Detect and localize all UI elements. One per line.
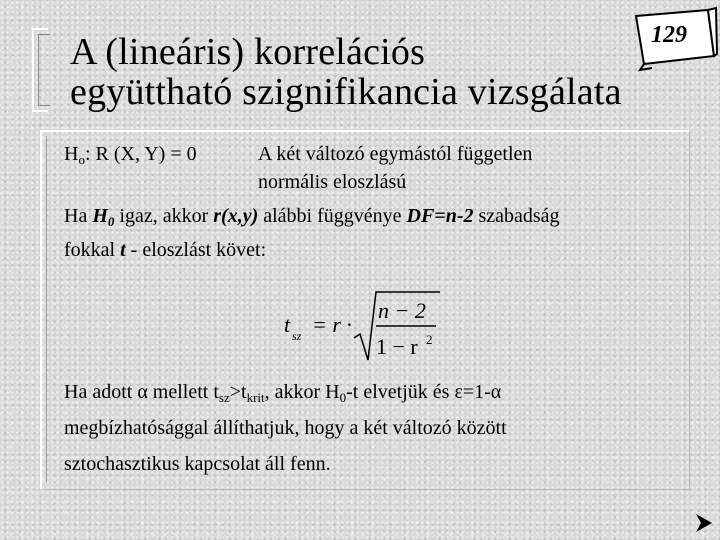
null-hypothesis: $H_o$: R (X, Y) = 0 <box>64 143 197 167</box>
conclusion-line-3: sztochasztikus kapcsolat áll fenn. <box>64 453 331 475</box>
formula-numerator: n − 2 <box>378 298 426 323</box>
conclusion-line-1: Ha adott α mellett $t_{sz}>t_{krit}$, akkor $H_0-t$ elvetjük és ε=1-α <box>64 381 502 405</box>
title-frame-left-inner <box>38 34 50 106</box>
t-statistic-formula <box>282 288 442 364</box>
slide-title <box>70 32 670 112</box>
distribution-statement-line-1: Ha $H_0$ igaz, akkor r(x,y) alábbi függvénye DF=n-2 szabadság <box>64 205 560 229</box>
title-line-1: A (lineáris) korrelációs <box>70 31 426 73</box>
condition-line-2: normális eloszlású <box>258 171 407 193</box>
formula-eq: = r · <box>312 312 352 337</box>
formula-denominator: 1 − r <box>376 334 418 359</box>
formula-lhs: t <box>284 312 291 337</box>
arrowhead-next-icon[interactable] <box>694 512 714 534</box>
condition-line-1: A két változó egymástól független <box>258 143 533 165</box>
content-panel-inner-rule <box>46 136 51 482</box>
conclusion-line-2: megbízhatósággal állíthatjuk, hogy a két változó között <box>64 417 507 439</box>
slide-number: 129 <box>651 22 687 48</box>
title-line-2: együttható szignifikancia vizsgálata <box>70 71 622 113</box>
formula-lhs-sub: sz <box>292 329 302 343</box>
distribution-statement-line-2: fokkal t - eloszlást követ: <box>64 239 267 261</box>
formula-exponent: 2 <box>426 332 433 347</box>
